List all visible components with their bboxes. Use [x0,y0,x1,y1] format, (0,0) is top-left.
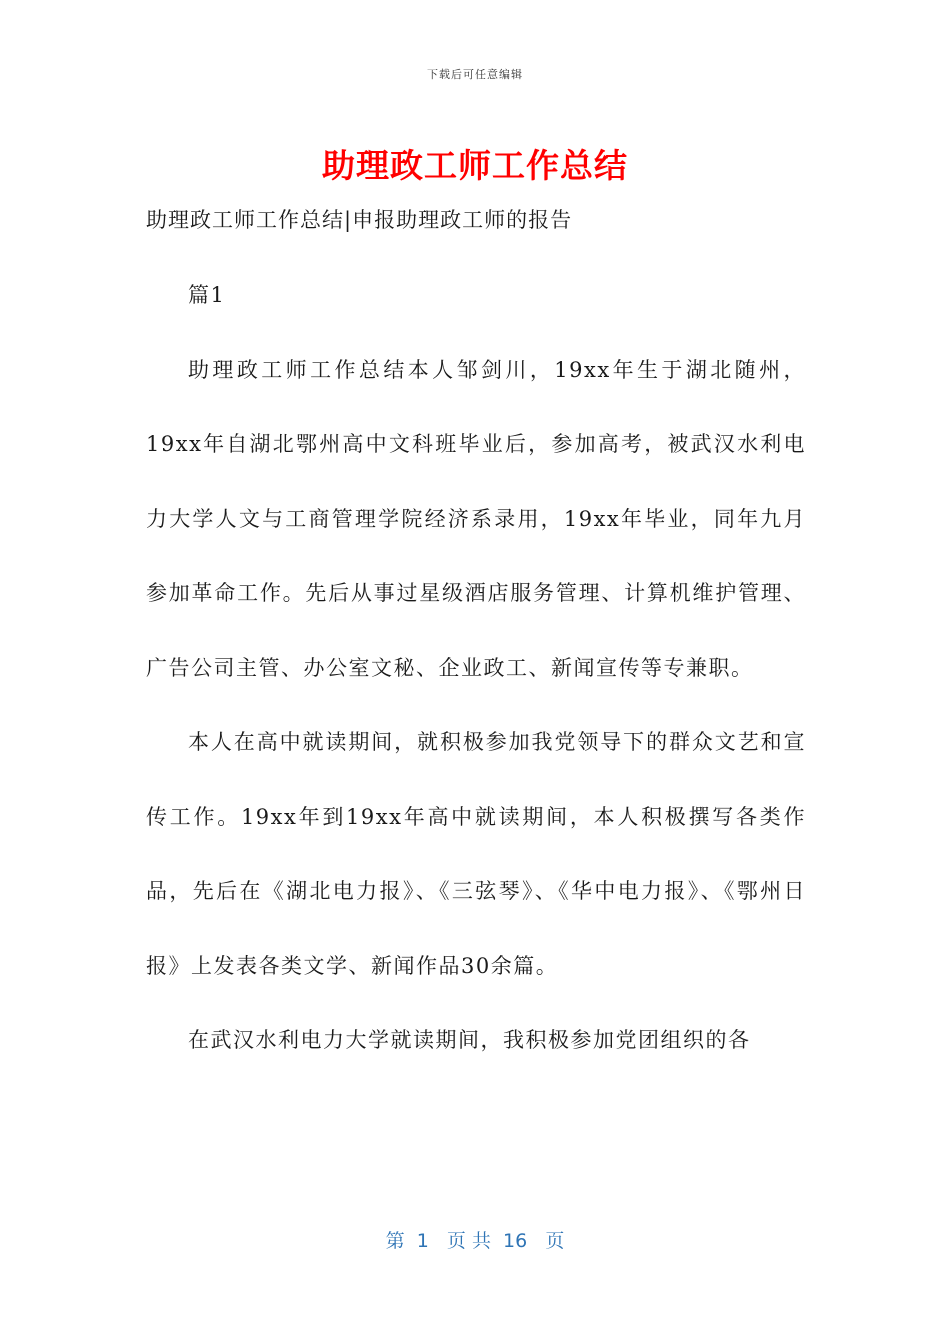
paragraph-2: 本人在高中就读期间，就积极参加我党领导下的群众文艺和宣传工作。19xx年到19xx年高中就读期间，本人积极撰写各类作品，先后在《湖北电力报》、《三弦琴》、《华中电力报》、《鄂州日报》上发表各类文学、新闻作品30余篇。 [146,730,806,978]
document-body [146,258,806,1078]
page-number-footer: 第 1 页 共 16 页 [385,1230,565,1252]
paragraph-3: 在武汉水利电力大学就读期间，我积极参加党团组织的各 [188,1028,751,1052]
document-subtitle: 助理政工师工作总结|申报助理政工师的报告 [146,208,573,232]
paragraph-1: 助理政工师工作总结本人邹剑川，19xx年生于湖北随州，19xx年自湖北鄂州高中文科班毕业后，参加高考，被武汉水利电力大学人文与工商管理学院经济系录用，19xx年毕业，同年九月参加革命工作。先后从事过星级酒店服务管理、计算机维护管理、广告公司主管、办公室文秘、企业政工、新闻宣传等专兼职。 [146,357,806,680]
paragraph-section-label: 篇1 [188,283,226,307]
document-title: 助理政工师工作总结 [322,146,628,185]
page-header-note: 下载后可任意编辑 [427,68,523,81]
